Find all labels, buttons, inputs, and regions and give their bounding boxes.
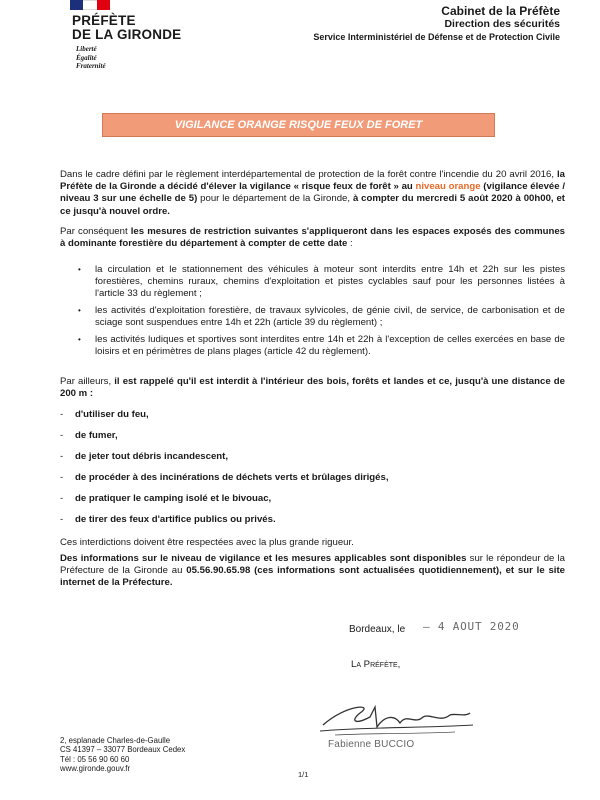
paragraph-information [60,553,565,590]
dash-marker: - [60,472,64,483]
list-item [60,409,149,421]
date-stamp: – 4 AOUT 2020 [423,620,520,633]
list-item [60,451,228,463]
prohibition-text: de pratiquer le camping isolé et le bivouac, [75,493,272,504]
p1-e: pour le département de la Gironde, [197,193,353,205]
list-item [78,334,565,358]
paragraph-decision [60,169,565,218]
list-item [60,493,271,505]
page-number: 1/1 [298,770,309,779]
signer-title-text: La Préfète, [351,659,401,670]
footer-address [60,736,185,774]
prefecture-line1: PRÉFÈTE [72,13,136,28]
bullet-marker: • [78,306,81,315]
bullet-marker: • [78,265,81,274]
handwritten-signature [315,695,475,740]
paragraph-reminder [60,376,565,400]
republic-motto [76,45,106,71]
p1-a: Dans le cadre défini par le règlement interdépartemental de protection de la forêt contre l'incendie du 20 avril 2016, [60,169,557,180]
bullet-text: les activités d'exploitation forestière, de travaux sylvicoles, de génie civil, de service, de carbonisation et de sciage sont suspendues entre 14h et 22h (article 39 du règlement) ; [95,305,565,329]
list-item [60,514,276,526]
p3-b: il est rappelé qu'il est interdit à l'intérieur des bois, forêts et landes et ce, jusqu'à une distance de 200 m : [60,376,565,400]
republic-flag-logo [70,0,110,10]
p1-d: (vigilance élevée / niveau 3 sur une échelle de 5) [60,181,565,205]
prohibition-text: de fumer, [75,430,118,441]
p1-f: à compter du mercredi 5 août 2020 à 00h00, et ce jusqu'à nouvel ordre. [60,193,565,217]
paragraph-restrictions [60,226,565,250]
p1-b: la Préfète de la Gironde a décidé d'élever la vigilance « risque feux de forêt » au [60,169,565,193]
p3-a: Par ailleurs, [60,376,115,387]
vigilance-banner [102,113,495,137]
bullet-text: les activités ludiques et sportives sont interdites entre 14h et 22h à l'exception de celles exercées en base de loisirs et en périmètres de plans plages (article 42 du règlement). [95,334,565,358]
footer-line: 2, esplanade Charles-de-Gaulle [60,736,171,745]
issuing-office [313,5,560,44]
p5-a: Des informations sur le niveau de vigilance et les mesures applicables sont disponibles [60,553,467,564]
list-item [60,472,389,484]
footer-line: Tél : 05 56 90 60 60 [60,754,130,764]
list-item [60,430,118,442]
motto-liberte: Liberté [76,45,97,53]
cabinet-line: Cabinet de la Préfète [441,4,560,18]
p2-b: les mesures de restriction suivantes s'appliqueront dans les espaces exposés des communes à dominante forestière du département à compter de cette date [60,226,565,250]
motto-fraternite: Fraternité [76,62,106,70]
motto-egalite: Égalité [76,53,97,62]
dash-marker: - [60,451,64,462]
direction-line: Direction des sécurités [444,18,560,30]
service-line: Service Interministériel de Défense et de Protection Civile [313,32,560,42]
signer-title [351,659,400,670]
list-item [78,264,565,301]
p5-c: 05.56.90.65.98 (ces informations sont actualisées quotidiennement), et sur le site internet de la Préfecture. [60,565,565,589]
signature-name: Fabienne BUCCIO [328,739,415,750]
dash-marker: - [60,409,64,420]
banner-title: VIGILANCE ORANGE RISQUE FEUX DE FORET [174,119,423,131]
prohibition-text: d'utiliser du feu, [75,409,149,420]
prohibition-text: de procéder à des incinérations de déchets verts et brûlages dirigés, [75,472,389,483]
p2-a: Par conséquent [60,226,131,237]
dash-marker: - [60,493,64,504]
bullet-text: la circulation et le stationnement des véhicules à moteur sont interdits entre 14h et 22h sur les pistes forestières, chemins ruraux, chemins d'exploitation et pistes cyclables sauf pour les personnes listées à l'article 33 du règlement ; [95,264,565,300]
footer-line: CS 41397 – 33077 Bordeaux Cedex [60,745,186,755]
orange-level: niveau orange [415,181,481,193]
footer-website: www.gironde.gouv.fr [60,764,131,774]
dash-marker: - [60,430,64,441]
prefecture-line2: DE LA GIRONDE [72,27,182,42]
prohibition-text: de tirer des feux d'artifice publics ou privés. [75,514,276,525]
prohibition-text: de jeter tout débris incandescent, [75,451,229,462]
prefecture-name [72,14,181,42]
p2-c: : [347,238,353,250]
list-item [78,305,565,329]
dash-marker: - [60,514,64,525]
paragraph-rigor: Ces interdictions doivent être respectées avec la plus grande rigueur. [60,537,354,548]
place-label: Bordeaux, le [349,624,406,635]
p5-b: sur le répondeur de la Préfecture de la Gironde au [60,553,566,577]
bullet-marker: • [78,335,81,344]
